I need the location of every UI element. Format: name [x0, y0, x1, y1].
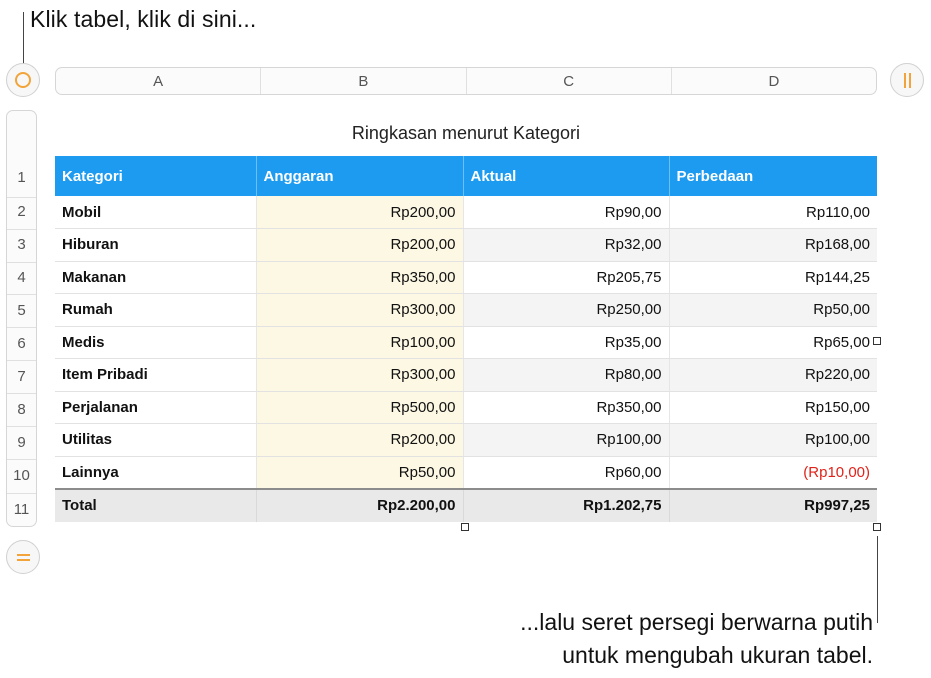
row-header-9[interactable]: 9: [17, 434, 26, 451]
table-row: [55, 196, 877, 229]
table-footer-row: [55, 489, 877, 522]
callout-bottom: [353, 606, 873, 672]
column-header-b[interactable]: B: [261, 68, 466, 94]
cell-kategori[interactable]: Mobil: [55, 196, 256, 229]
header-kategori[interactable]: Kategori: [55, 156, 256, 196]
cell-anggaran[interactable]: Rp100,00: [256, 326, 463, 359]
cell-kategori[interactable]: Hiburan: [55, 229, 256, 262]
table-title: Ringkasan menurut Kategori: [351, 123, 581, 143]
summary-table[interactable]: [55, 156, 877, 522]
resize-handle-bottom[interactable]: [461, 523, 469, 531]
cell-aktual[interactable]: Rp90,00: [463, 196, 669, 229]
cell-aktual[interactable]: Rp60,00: [463, 456, 669, 489]
row-header-10[interactable]: 10: [13, 467, 30, 484]
row-header-8[interactable]: 8: [17, 401, 26, 418]
cell-kategori[interactable]: Lainnya: [55, 456, 256, 489]
header-anggaran[interactable]: Anggaran: [256, 156, 463, 196]
header-aktual[interactable]: Aktual: [463, 156, 669, 196]
header-perbedaan[interactable]: Perbedaan: [669, 156, 877, 196]
cell-anggaran[interactable]: Rp300,00: [256, 294, 463, 327]
cell-perbedaan[interactable]: Rp65,00: [669, 326, 877, 359]
column-header-d[interactable]: D: [768, 72, 780, 90]
table-row: [55, 261, 877, 294]
cell-aktual[interactable]: Rp80,00: [463, 359, 669, 392]
footer-anggaran[interactable]: Rp2.200,00: [256, 489, 463, 522]
column-handle-icon: [904, 73, 911, 88]
table-row: [55, 229, 877, 262]
cell-kategori[interactable]: Perjalanan: [55, 391, 256, 424]
row-header-4[interactable]: 4: [17, 269, 26, 286]
cell-kategori[interactable]: Item Pribadi: [55, 359, 256, 392]
table-row: [55, 294, 877, 327]
callout-bottom-line2: untuk mengubah ukuran tabel.: [562, 642, 873, 668]
table-row: [55, 456, 877, 489]
resize-handle-corner[interactable]: [873, 523, 881, 531]
cell-aktual[interactable]: Rp350,00: [463, 391, 669, 424]
callout-leader-line-top: [23, 12, 24, 65]
column-header-bar[interactable]: [55, 67, 877, 95]
row-header-11[interactable]: 11: [13, 501, 30, 518]
cell-kategori[interactable]: Utilitas: [55, 424, 256, 457]
column-header-c[interactable]: C: [467, 68, 672, 94]
footer-total-label[interactable]: Total: [55, 489, 256, 522]
select-table-button[interactable]: [6, 63, 40, 97]
row-header-7[interactable]: 7: [17, 368, 26, 385]
cell-anggaran[interactable]: Rp300,00: [256, 359, 463, 392]
row-header-3[interactable]: 3: [17, 236, 26, 253]
table-row: [55, 326, 877, 359]
cell-aktual[interactable]: Rp32,00: [463, 229, 669, 262]
cell-anggaran[interactable]: Rp200,00: [256, 424, 463, 457]
row-header-bar[interactable]: [6, 110, 37, 527]
cell-kategori[interactable]: Makanan: [55, 261, 256, 294]
row-header-1[interactable]: 1: [17, 169, 26, 186]
cell-anggaran[interactable]: Rp350,00: [256, 261, 463, 294]
callout-bottom-line1: ...lalu seret persegi berwarna putih: [520, 609, 873, 635]
cell-perbedaan[interactable]: Rp150,00: [669, 391, 877, 424]
cell-anggaran[interactable]: Rp200,00: [256, 196, 463, 229]
add-row-button[interactable]: [6, 540, 40, 574]
cell-anggaran[interactable]: Rp500,00: [256, 391, 463, 424]
callout-leader-line-bottom: [877, 536, 878, 623]
cell-perbedaan-negative[interactable]: (Rp10,00): [669, 456, 877, 489]
cell-kategori[interactable]: Rumah: [55, 294, 256, 327]
table-row: [55, 391, 877, 424]
cell-anggaran[interactable]: Rp50,00: [256, 456, 463, 489]
cell-perbedaan[interactable]: Rp50,00: [669, 294, 877, 327]
select-table-circle-icon: [15, 72, 31, 88]
row-header-5[interactable]: 5: [17, 302, 26, 319]
row-header-6[interactable]: 6: [17, 335, 26, 352]
cell-aktual[interactable]: Rp35,00: [463, 326, 669, 359]
table-row: [55, 359, 877, 392]
row-handle-icon: [17, 554, 30, 561]
cell-aktual[interactable]: Rp100,00: [463, 424, 669, 457]
cell-aktual[interactable]: Rp250,00: [463, 294, 669, 327]
cell-perbedaan[interactable]: Rp144,25: [669, 261, 877, 294]
callout-top: Klik tabel, klik di sini...: [30, 6, 257, 32]
footer-aktual[interactable]: Rp1.202,75: [463, 489, 669, 522]
resize-handle-right[interactable]: [873, 337, 881, 345]
cell-anggaran[interactable]: Rp200,00: [256, 229, 463, 262]
cell-perbedaan[interactable]: Rp100,00: [669, 424, 877, 457]
cell-perbedaan[interactable]: Rp110,00: [669, 196, 877, 229]
footer-perbedaan[interactable]: Rp997,25: [669, 489, 877, 522]
cell-perbedaan[interactable]: Rp168,00: [669, 229, 877, 262]
cell-perbedaan[interactable]: Rp220,00: [669, 359, 877, 392]
row-header-2[interactable]: 2: [17, 203, 26, 220]
cell-aktual[interactable]: Rp205,75: [463, 261, 669, 294]
table-row: [55, 424, 877, 457]
add-column-button[interactable]: [890, 63, 924, 97]
cell-kategori[interactable]: Medis: [55, 326, 256, 359]
table-header-row: [55, 156, 877, 196]
column-header-a[interactable]: A: [56, 68, 261, 94]
